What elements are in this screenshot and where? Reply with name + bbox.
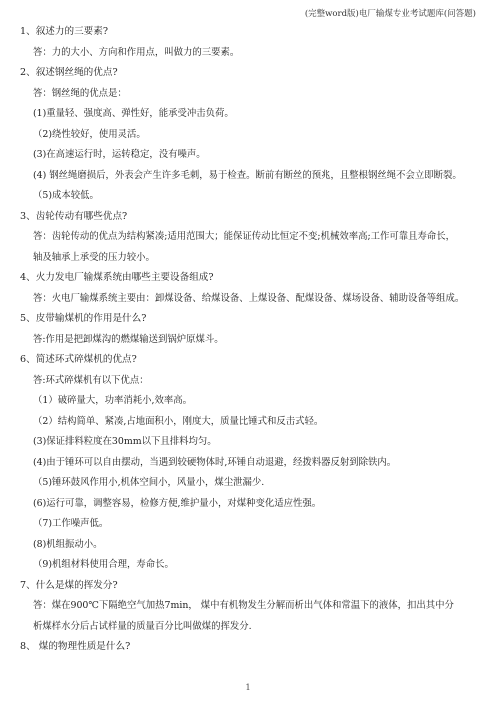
question-line: 3、齿轮传动有哪些优点? [20, 210, 128, 222]
answer-line: （1）破碎量大，功率消耗小,效率高。 [33, 395, 192, 406]
page-number: 1 [245, 683, 251, 692]
answer-line: （2）结构简单、紧凑,占地面积小，刚度大，质量比锤式和反击式轻。 [33, 415, 324, 427]
question-line: 2、叙述钢丝绳的优点? [20, 67, 118, 78]
answer-line: 答:作用是把卸煤沟的燃煤输送到锅炉原煤斗。 [33, 333, 224, 345]
answer-line: 答：钢丝绳的优点是： [33, 87, 127, 99]
answer-line: 轴及轴承上承受的压力较小。 [33, 251, 155, 263]
answer-line: (4)由于锤环可以自由摆动，当遇到较硬物体时,环锤自动退避，经拨料器反射到除铁内。 [33, 456, 397, 468]
answer-line: （7)工作噪声低。 [33, 518, 109, 529]
answer-line: （5)锤环鼓风作用小,机体空间小，风量小，煤尘泄漏少. [33, 477, 265, 488]
answer-line: 答：煤在900℃下隔绝空气加热7min， 煤中有机物发生分解而析出气体和常温下的液体，扣出其中分 [33, 600, 454, 611]
answer-line: 答：齿轮传动的优点为结构紧凑;适用范围大；能保证传动比恒定不变;机械效率高;工作可靠且寿命长， [33, 231, 455, 242]
answer-line: （9)机组材料使用合理，寿命长。 [33, 559, 174, 570]
question-line: 1、叙述力的三要素? [20, 26, 108, 37]
question-line: 4、火力发电厂输煤系统由哪些主要设备组成? [20, 272, 214, 283]
answer-line: 答：力的大小、方向和作用点，叫做力的三要素。 [33, 46, 240, 58]
answer-line: (3)在高速运行时，运转稳定，没有噪声。 [33, 149, 206, 160]
answer-line: (3)保证排料粒度在30mm以下且排料均匀。 [33, 436, 217, 447]
question-line: 7、什么是煤的挥发分? [20, 579, 118, 591]
question-line: 8、 煤的物理性质是什么? [20, 641, 131, 652]
question-line: 5、皮带输煤机的作用是什么? [20, 313, 147, 324]
page-header: (完整word版)电厂输煤专业考试题库(问答题) [304, 9, 476, 19]
question-line: 6、简述环式碎煤机的优点? [20, 354, 137, 365]
answer-line: (8)机组振动小。 [33, 538, 103, 550]
answer-line: 答:环式碎煤机有以下优点： [33, 374, 149, 386]
answer-line: （5)成本较低。 [33, 190, 99, 201]
answer-line: (6)运行可靠，调整容易，检修方便,维护量小，对煤种变化适应性强。 [33, 497, 322, 509]
answer-line: (4) 钢丝绳磨损后，外表会产生许多毛刺，易于检查。断前有断丝的预兆，且整根钢丝绳不会立即断裂。 [33, 169, 462, 181]
document-body [20, 22, 480, 658]
answer-line: (1)重量轻、强度高、弹性好，能承受冲击负荷。 [33, 108, 234, 119]
answer-line: 析煤样水分后占试样量的质量百分比叫做煤的挥发分. [33, 620, 252, 632]
answer-line: （2)绕性较好，使用灵活。 [33, 128, 146, 140]
answer-line: 答：火电厂输煤系统主要由：卸煤设备、给煤设备、上煤设备、配煤设备、煤场设备、辅助设备等组成。 [33, 292, 465, 304]
